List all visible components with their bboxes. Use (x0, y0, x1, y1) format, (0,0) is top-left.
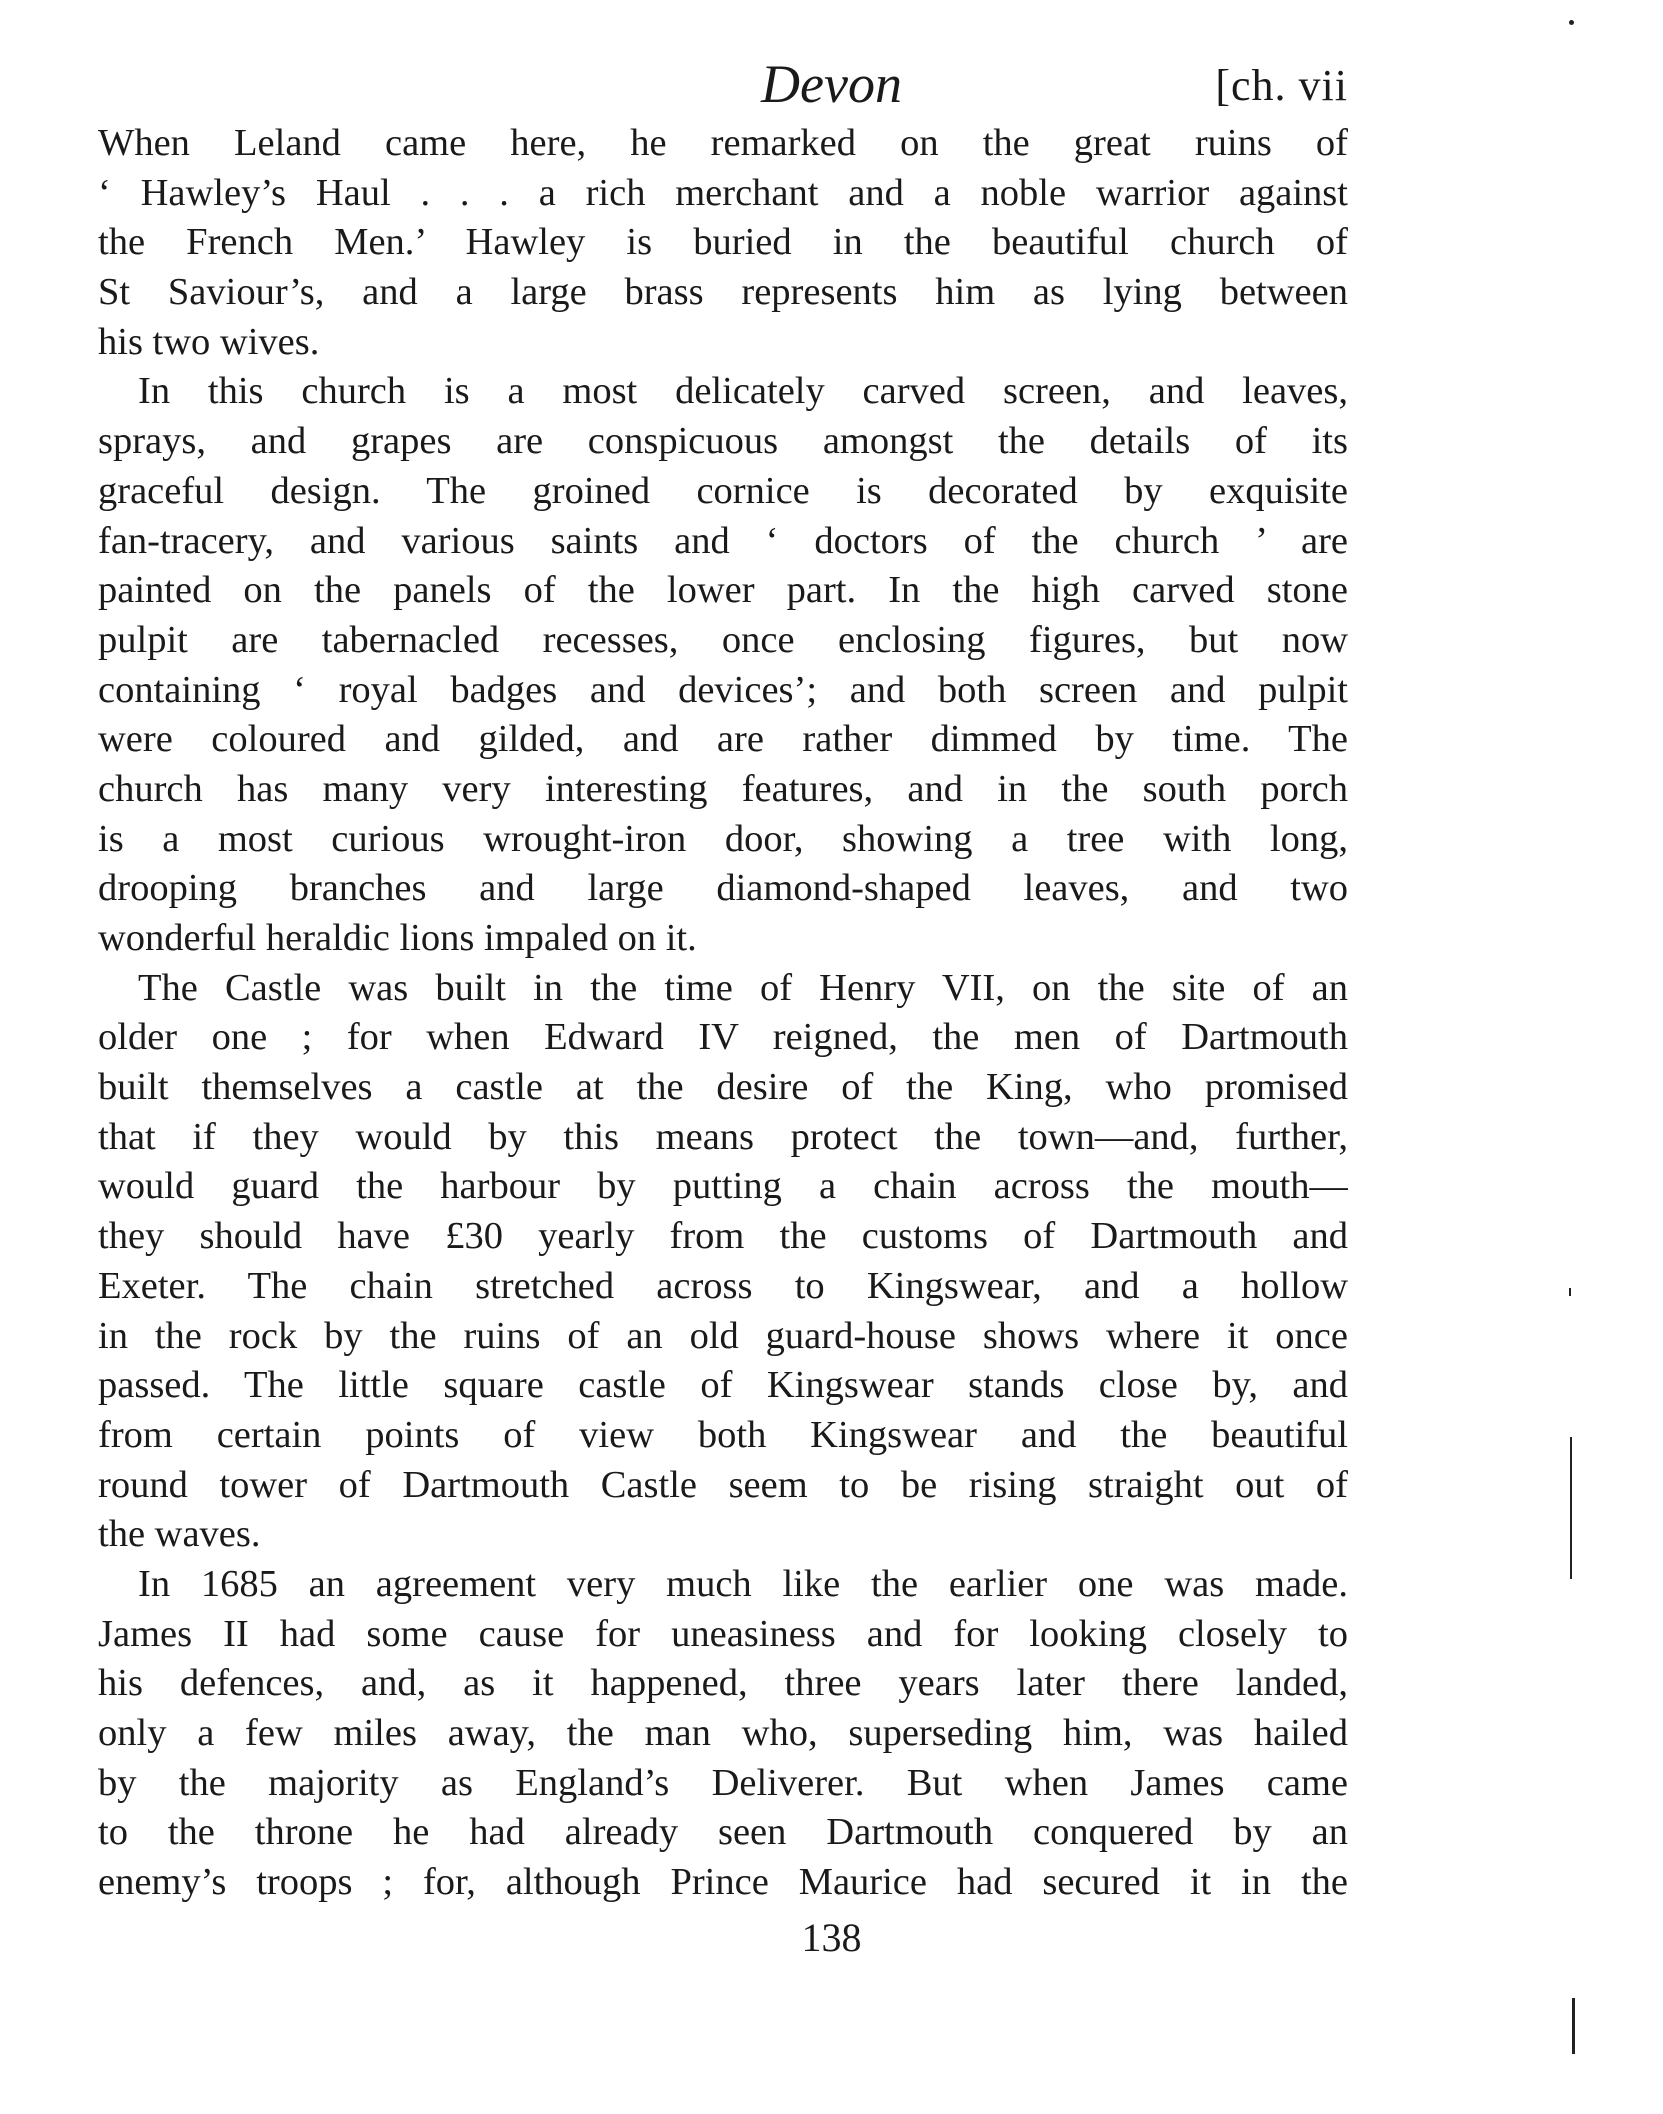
text-line: graceful design. The groined cornice is decorated by exquisite (98, 469, 1348, 512)
text-line: his defences, and, as it happened, three years later there landed, (98, 1662, 1348, 1705)
text-line: painted on the panels of the lower part. In the high carved stone (98, 569, 1348, 612)
scan-speck (1569, 20, 1574, 25)
text-line: that if they would by this means protect the town—and, further, (98, 1115, 1348, 1158)
text-line: they should have £30 yearly from the customs of Dartmouth and (98, 1215, 1348, 1258)
text-line: by the majority as England’s Deliverer. But when James came (98, 1761, 1348, 1804)
text-line: James II had some cause for uneasiness and for looking closely to (98, 1612, 1348, 1655)
text-line: passed. The little square castle of Kingswear stands close by, and (98, 1364, 1348, 1407)
running-title: Devon (761, 54, 902, 114)
text-line: In this church is a most delicately carved screen, and leaves, (138, 370, 1348, 413)
scan-margin-line (1570, 1437, 1572, 1579)
text-line: St Saviour’s, and a large brass represents him as lying between (98, 271, 1348, 314)
text-line: In 1685 an agreement very much like the earlier one was made. (138, 1562, 1348, 1605)
text-line: drooping branches and large diamond-shaped leaves, and two (98, 867, 1348, 910)
text-line: Exeter. The chain stretched across to Kingswear, and a hollow (98, 1264, 1348, 1307)
text-line: older one ; for when Edward IV reigned, the men of Dartmouth (98, 1016, 1348, 1059)
text-line: round tower of Dartmouth Castle seem to be rising straight out of (98, 1463, 1348, 1506)
text-line: only a few miles away, the man who, superseding him, was hailed (98, 1712, 1348, 1754)
text-line: the French Men.’ Hawley is buried in the beautiful church of (98, 221, 1348, 264)
text-line: would guard the harbour by putting a chain across the mouth— (98, 1165, 1348, 1208)
text-line: to the throne he had already seen Dartmouth conquered by an (98, 1811, 1348, 1854)
scan-margin-line (1572, 1998, 1575, 2054)
text-line: built themselves a castle at the desire of the King, who promised (98, 1066, 1348, 1109)
text-line: enemy’s troops ; for, although Prince Maurice had secured it in the (98, 1861, 1348, 1904)
text-line: sprays, and grapes are conspicuous amongst the details of its (98, 420, 1348, 463)
text-line: from certain points of view both Kingswear and the beautiful (98, 1413, 1348, 1456)
text-line: fan-tracery, and various saints and ‘ doctors of the church ’ are (98, 519, 1348, 562)
text-line: his two wives. (98, 320, 320, 363)
text-line: in the rock by the ruins of an old guard-house shows where it once (98, 1314, 1348, 1357)
text-line: containing ‘ royal badges and devices’; and both screen and pulpit (98, 668, 1348, 711)
chapter-reference: [ch. vii (1215, 61, 1348, 110)
page-number: 138 (801, 1915, 862, 1960)
text-line: When Leland came here, he remarked on the great ruins of (98, 122, 1348, 164)
text-line: church has many very interesting features, and in the south porch (98, 767, 1348, 810)
text-line: is a most curious wrought-iron door, showing a tree with long, (98, 817, 1348, 860)
text-line: pulpit are tabernacled recesses, once enclosing figures, but now (98, 618, 1348, 661)
body-text (98, 119, 1348, 1908)
text-line: The Castle was built in the time of Henry VII, on the site of an (138, 966, 1348, 1009)
scan-speck (1569, 1288, 1571, 1296)
text-line: were coloured and gilded, and are rather dimmed by time. The (98, 718, 1348, 761)
text-line: ‘ Hawley’s Haul . . . a rich merchant and a noble warrior against (98, 171, 1348, 214)
text-line: the waves. (98, 1513, 261, 1556)
text-line: wonderful heraldic lions impaled on it. (98, 917, 697, 959)
